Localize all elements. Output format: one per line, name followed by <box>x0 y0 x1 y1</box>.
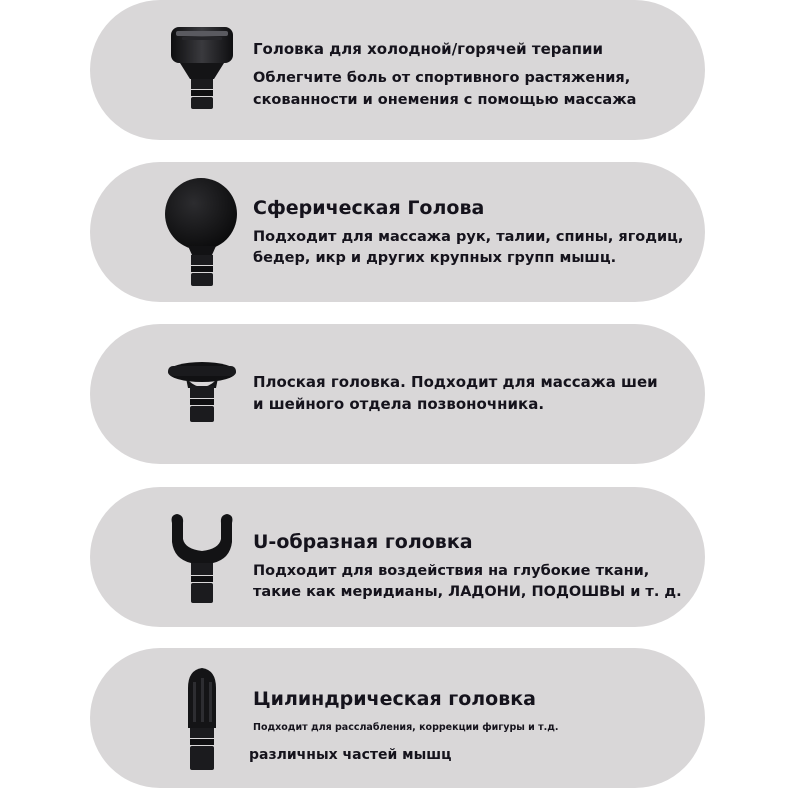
massage-head-card-cold-hot <box>90 0 705 140</box>
cylindrical-head-icon <box>158 648 248 788</box>
card-text <box>253 194 683 269</box>
u-shaped-head-icon <box>158 487 248 627</box>
spherical-head-icon <box>158 162 248 302</box>
card-description-line: бедер, икр и других крупных групп мышц. <box>253 250 617 266</box>
card-text <box>253 528 682 603</box>
flat-head-icon <box>158 324 248 464</box>
card-text <box>249 685 559 779</box>
card-description-line: Подходит для воздействия на глубокие ткани, <box>253 563 650 579</box>
card-text <box>253 371 658 415</box>
massage-head-card-u-shaped <box>90 487 705 627</box>
card-title: Головка для холодной/горячей терапии <box>253 40 603 58</box>
card-title: Цилиндрическая головка <box>253 688 536 710</box>
massage-head-card-spherical <box>90 162 705 302</box>
cold-hot-therapy-head-icon <box>158 0 248 140</box>
card-description-line: Подходит для массажа рук, талии, спины, ягодиц, <box>253 229 684 245</box>
card-text <box>253 38 636 111</box>
card-description-line: скованности и онемения с помощью массажа <box>253 92 637 108</box>
massage-head-card-cylindrical <box>90 648 705 788</box>
card-description-line: Облегчите боль от спортивного растяжения, <box>253 70 631 86</box>
massage-head-card-flat <box>90 324 705 464</box>
card-description-small: Подходит для расслабления, коррекции фигуры и т.д. <box>253 722 559 733</box>
card-description-line: такие как меридианы, ЛАДОНИ, ПОДОШВЫ и т. д. <box>253 584 682 600</box>
card-description-line: и шейного отдела позвоночника. <box>253 395 545 413</box>
card-title: Сферическая Голова <box>253 197 485 219</box>
card-title: U-образная головка <box>253 531 473 553</box>
card-description-line: Плоская головка. Подходит для массажа шеи <box>253 373 658 391</box>
card-description-line: различных частей мышц <box>249 746 452 763</box>
